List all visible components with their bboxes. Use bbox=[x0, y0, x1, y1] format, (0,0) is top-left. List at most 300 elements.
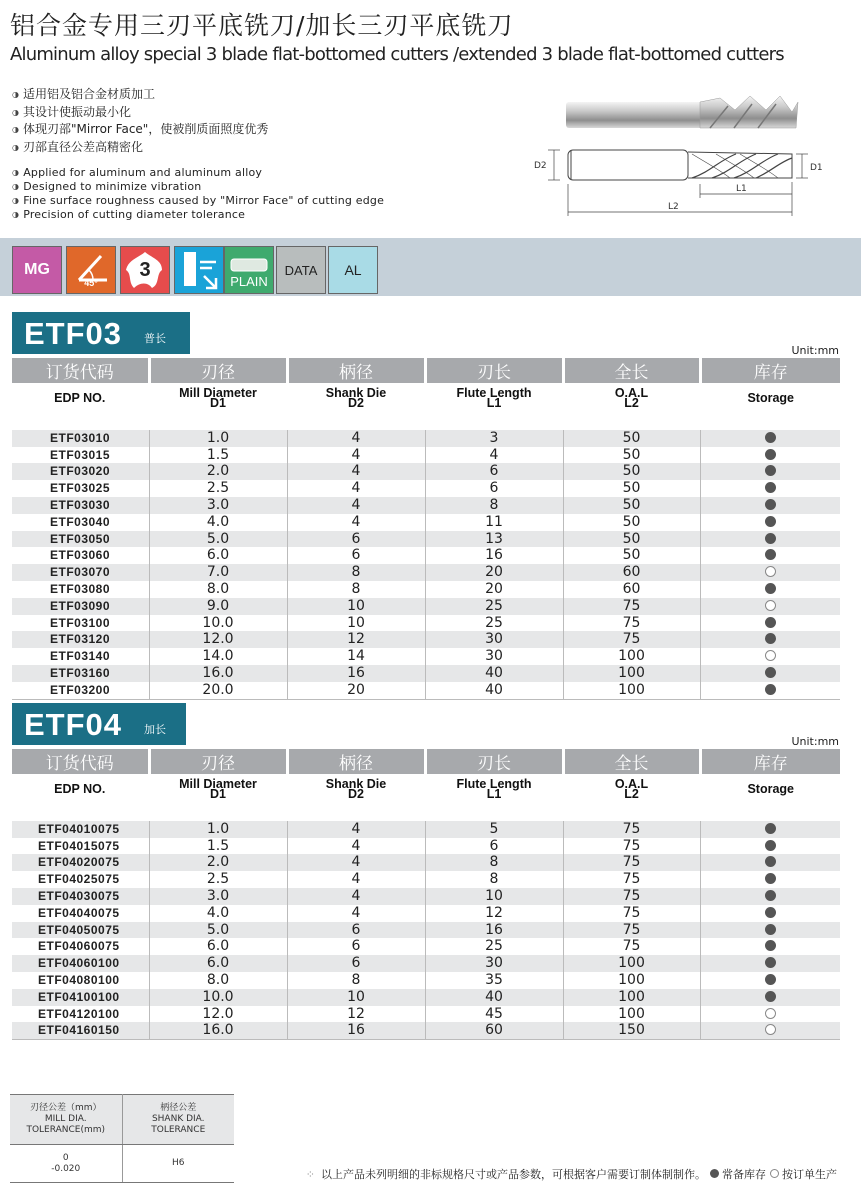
edp-cell: ETF03060 bbox=[12, 547, 149, 564]
feature-en-item: ◑ Precision of cutting diameter tolerance bbox=[12, 208, 384, 222]
edp-cell: ETF04050075 bbox=[12, 922, 149, 939]
in-stock-dot-icon bbox=[765, 516, 776, 527]
table-row bbox=[12, 564, 840, 581]
col-header: 全长 bbox=[563, 749, 700, 774]
in-stock-dot-icon bbox=[765, 482, 776, 493]
feature-cn-item: ◑ 刃部直径公差高精密化 bbox=[12, 139, 268, 157]
col-header-en bbox=[563, 383, 700, 413]
flute-length-cell: 25 bbox=[425, 938, 563, 955]
helix-45-icon bbox=[66, 246, 116, 294]
flute-length-cell: 40 bbox=[425, 989, 563, 1006]
flute-length-cell: 40 bbox=[425, 665, 563, 682]
overall-length-cell: 50 bbox=[563, 531, 700, 548]
overall-length-cell: 100 bbox=[563, 989, 700, 1006]
overall-length-cell: 50 bbox=[563, 480, 700, 497]
col-header-en-name: Storage bbox=[747, 782, 795, 796]
flute-length-cell: 20 bbox=[425, 581, 563, 598]
in-stock-dot-icon bbox=[765, 940, 776, 951]
col-header-en-symbol: L1 bbox=[486, 396, 502, 410]
mill-diameter-cell: 16.0 bbox=[149, 665, 287, 682]
mill-diameter-cell: 5.0 bbox=[149, 531, 287, 548]
shank-diameter-cell: 14 bbox=[287, 648, 425, 665]
in-stock-dot-icon bbox=[765, 873, 776, 884]
in-stock-dot-icon bbox=[765, 583, 776, 594]
edp-cell: ETF04120100 bbox=[12, 1006, 149, 1023]
tolerance-upper: 0 bbox=[62, 1152, 69, 1163]
table-row bbox=[12, 682, 840, 699]
table-row bbox=[12, 854, 840, 871]
table-row bbox=[12, 648, 840, 665]
icon-label: PLAIN bbox=[230, 274, 268, 289]
header-row-en bbox=[12, 383, 840, 413]
in-stock-dot-icon bbox=[765, 890, 776, 901]
series-subtitle: 普长 bbox=[144, 332, 167, 345]
in-stock-dot-icon bbox=[765, 924, 776, 935]
table-row bbox=[12, 430, 840, 447]
overall-length-cell: 50 bbox=[563, 497, 700, 514]
shank-diameter-cell: 16 bbox=[287, 665, 425, 682]
flute-length-cell: 12 bbox=[425, 905, 563, 922]
legend-in-stock: 常备库存 bbox=[722, 1168, 766, 1181]
edp-cell: ETF03200 bbox=[12, 682, 149, 699]
mill-diameter-cell: 6.0 bbox=[149, 547, 287, 564]
shank-diameter-cell: 8 bbox=[287, 972, 425, 989]
table-row bbox=[12, 514, 840, 531]
aluminum-material-icon bbox=[328, 246, 378, 294]
overall-length-cell: 75 bbox=[563, 938, 700, 955]
icon-label: 45° bbox=[84, 278, 98, 288]
flute-length-cell: 8 bbox=[425, 854, 563, 871]
col-header-en bbox=[563, 774, 700, 804]
storage-cell bbox=[700, 871, 840, 888]
flute-length-cell: 25 bbox=[425, 615, 563, 632]
flute-length-cell: 20 bbox=[425, 564, 563, 581]
storage-cell bbox=[700, 989, 840, 1006]
shank-diameter-cell: 4 bbox=[287, 480, 425, 497]
shank-diameter-cell: 8 bbox=[287, 581, 425, 598]
flute-length-cell: 5 bbox=[425, 821, 563, 838]
edp-cell: ETF03040 bbox=[12, 514, 149, 531]
flute-length-cell: 60 bbox=[425, 1022, 563, 1039]
mill-diameter-cell: 4.0 bbox=[149, 514, 287, 531]
col-header-en bbox=[149, 774, 287, 804]
mill-diameter-cell: 9.0 bbox=[149, 598, 287, 615]
storage-cell bbox=[700, 938, 840, 955]
storage-cell bbox=[700, 581, 840, 598]
col-header-en bbox=[287, 774, 425, 804]
col-header-en-name: EDP NO. bbox=[54, 391, 106, 405]
overall-length-cell: 75 bbox=[563, 871, 700, 888]
col-header-en-name: Flute Length bbox=[456, 777, 532, 791]
made-to-order-dot-icon bbox=[770, 1169, 779, 1178]
mill-diameter-cell: 16.0 bbox=[149, 1022, 287, 1039]
unit-label: Unit:mm bbox=[791, 735, 839, 748]
feature-icon-bar bbox=[0, 238, 861, 296]
storage-cell bbox=[700, 838, 840, 855]
overall-length-cell: 75 bbox=[563, 838, 700, 855]
edp-cell: ETF03030 bbox=[12, 497, 149, 514]
cutting-glyph bbox=[176, 248, 222, 292]
overall-length-cell: 100 bbox=[563, 648, 700, 665]
edp-cell: ETF03015 bbox=[12, 447, 149, 464]
storage-cell bbox=[700, 665, 840, 682]
mill-diameter-cell: 2.5 bbox=[149, 480, 287, 497]
shank-diameter-cell: 20 bbox=[287, 682, 425, 699]
in-stock-dot-icon bbox=[765, 432, 776, 443]
table-row bbox=[12, 598, 840, 615]
series-code: ETF03 bbox=[24, 316, 123, 351]
mill-diameter-cell: 12.0 bbox=[149, 1006, 287, 1023]
table-row bbox=[12, 480, 840, 497]
series-tab-etf03 bbox=[12, 312, 190, 354]
storage-cell bbox=[700, 497, 840, 514]
col-header: 订货代码 bbox=[12, 358, 149, 383]
table-row bbox=[12, 631, 840, 648]
legend-made-to-order: 按订单生产 bbox=[782, 1168, 837, 1181]
tolerance-lower: -0.020 bbox=[51, 1163, 81, 1174]
edp-cell: ETF03160 bbox=[12, 665, 149, 682]
shank-diameter-cell: 6 bbox=[287, 547, 425, 564]
plain-shank-icon bbox=[224, 246, 274, 294]
in-stock-dot-icon bbox=[765, 533, 776, 544]
edp-cell: ETF03020 bbox=[12, 463, 149, 480]
in-stock-dot-icon bbox=[765, 667, 776, 678]
label-d1: D1 bbox=[810, 163, 823, 173]
feature-cn-item: ◑ 适用铝及铝合金材质加工 bbox=[12, 86, 268, 104]
shank-diameter-cell: 4 bbox=[287, 871, 425, 888]
made-to-order-dot-icon bbox=[765, 566, 776, 577]
storage-cell bbox=[700, 447, 840, 464]
flute-length-cell: 30 bbox=[425, 648, 563, 665]
features-cn bbox=[12, 86, 268, 156]
mill-diameter-cell: 7.0 bbox=[149, 564, 287, 581]
col-header: 柄径 bbox=[287, 749, 425, 774]
flute-length-cell: 30 bbox=[425, 955, 563, 972]
icon-label: AL bbox=[344, 262, 362, 278]
mill-diameter-cell: 2.0 bbox=[149, 463, 287, 480]
flute-length-cell: 6 bbox=[425, 463, 563, 480]
table-row bbox=[12, 838, 840, 855]
flute-length-cell: 8 bbox=[425, 871, 563, 888]
edp-cell: ETF03010 bbox=[12, 430, 149, 447]
overall-length-cell: 100 bbox=[563, 665, 700, 682]
overall-length-cell: 60 bbox=[563, 564, 700, 581]
mill-diameter-cell: 3.0 bbox=[149, 888, 287, 905]
mill-diameter-cell: 4.0 bbox=[149, 905, 287, 922]
table-row bbox=[12, 922, 840, 939]
storage-cell bbox=[700, 922, 840, 939]
center-cutting-icon bbox=[174, 246, 224, 294]
in-stock-dot-icon bbox=[765, 684, 776, 695]
overall-length-cell: 75 bbox=[563, 905, 700, 922]
col-header-en bbox=[12, 383, 149, 413]
table-row bbox=[12, 821, 840, 838]
table-row bbox=[12, 665, 840, 682]
table-row bbox=[12, 531, 840, 548]
col-header: 库存 bbox=[700, 749, 840, 774]
tolerance-header-mill bbox=[10, 1095, 122, 1145]
mill-diameter-cell: 6.0 bbox=[149, 938, 287, 955]
header-row-cn bbox=[12, 749, 840, 774]
col-header-en-symbol: L2 bbox=[624, 787, 639, 801]
header-en: TOLERANCE bbox=[151, 1125, 206, 1135]
overall-length-cell: 100 bbox=[563, 972, 700, 989]
made-to-order-dot-icon bbox=[765, 1024, 776, 1035]
flute-length-cell: 6 bbox=[425, 838, 563, 855]
tolerance-table bbox=[10, 1094, 234, 1183]
tolerance-mill-value bbox=[10, 1145, 122, 1183]
shank-diameter-cell: 6 bbox=[287, 922, 425, 939]
shank-diameter-cell: 4 bbox=[287, 514, 425, 531]
mill-diameter-cell: 8.0 bbox=[149, 972, 287, 989]
unit-label: Unit:mm bbox=[791, 344, 839, 357]
edp-cell: ETF03080 bbox=[12, 581, 149, 598]
icon-label: 3 bbox=[139, 258, 151, 281]
storage-cell bbox=[700, 905, 840, 922]
storage-cell bbox=[700, 463, 840, 480]
storage-cell bbox=[700, 631, 840, 648]
storage-cell bbox=[700, 648, 840, 665]
feature-en-item: ◑ Fine surface roughness caused by "Mirror Face" of cutting edge bbox=[12, 194, 384, 208]
edp-cell: ETF04040075 bbox=[12, 905, 149, 922]
mill-diameter-cell: 2.5 bbox=[149, 871, 287, 888]
storage-cell bbox=[700, 1022, 840, 1039]
overall-length-cell: 75 bbox=[563, 631, 700, 648]
edp-cell: ETF03070 bbox=[12, 564, 149, 581]
mill-diameter-cell: 8.0 bbox=[149, 581, 287, 598]
storage-cell bbox=[700, 682, 840, 699]
col-header-en-name: Flute Length bbox=[456, 386, 532, 400]
in-stock-dot-icon bbox=[765, 957, 776, 968]
storage-cell bbox=[700, 430, 840, 447]
storage-cell bbox=[700, 598, 840, 615]
col-header-en bbox=[700, 774, 840, 804]
in-stock-dot-icon bbox=[765, 449, 776, 460]
overall-length-cell: 100 bbox=[563, 682, 700, 699]
mg-material-icon bbox=[12, 246, 62, 294]
in-stock-dot-icon bbox=[765, 617, 776, 628]
spec-table-etf03 bbox=[12, 358, 840, 700]
col-header-en bbox=[700, 383, 840, 413]
flute-length-cell: 16 bbox=[425, 547, 563, 564]
col-header: 刃径 bbox=[149, 749, 287, 774]
col-header-en bbox=[149, 383, 287, 413]
storage-cell bbox=[700, 514, 840, 531]
three-flute-icon bbox=[120, 246, 170, 294]
edp-cell: ETF04080100 bbox=[12, 972, 149, 989]
shank-diameter-cell: 10 bbox=[287, 615, 425, 632]
table-row bbox=[12, 615, 840, 632]
header-cn: 刃径公差（mm） bbox=[29, 1103, 102, 1113]
footnote-text: 以上产品未列明细的非标规格尺寸或产品参数，可根据客户需要订制体制制作。 bbox=[321, 1168, 706, 1181]
footnote bbox=[306, 1166, 837, 1182]
in-stock-dot-icon bbox=[765, 907, 776, 918]
made-to-order-dot-icon bbox=[765, 1008, 776, 1019]
label-l2: L2 bbox=[668, 202, 679, 212]
col-header-en-symbol: D1 bbox=[210, 787, 226, 801]
tolerance-shank-value: H6 bbox=[122, 1145, 234, 1183]
mill-diameter-cell: 6.0 bbox=[149, 955, 287, 972]
in-stock-dot-icon bbox=[765, 633, 776, 644]
edp-cell: ETF03120 bbox=[12, 631, 149, 648]
shank-diameter-cell: 4 bbox=[287, 905, 425, 922]
header-en: TOLERANCE(mm) bbox=[26, 1125, 106, 1135]
overall-length-cell: 50 bbox=[563, 463, 700, 480]
features-en bbox=[12, 166, 384, 222]
mill-diameter-cell: 10.0 bbox=[149, 989, 287, 1006]
mill-diameter-cell: 10.0 bbox=[149, 615, 287, 632]
storage-cell bbox=[700, 888, 840, 905]
flute-length-cell: 13 bbox=[425, 531, 563, 548]
table-row bbox=[12, 497, 840, 514]
in-stock-dot-icon bbox=[765, 991, 776, 1002]
shank-diameter-cell: 10 bbox=[287, 598, 425, 615]
mill-diameter-cell: 5.0 bbox=[149, 922, 287, 939]
in-stock-dot-icon bbox=[765, 840, 776, 851]
storage-cell bbox=[700, 547, 840, 564]
label-l1: L1 bbox=[736, 184, 747, 194]
col-header: 库存 bbox=[700, 358, 840, 383]
overall-length-cell: 50 bbox=[563, 514, 700, 531]
mill-diameter-cell: 1.5 bbox=[149, 447, 287, 464]
flute-length-cell: 6 bbox=[425, 480, 563, 497]
edp-cell: ETF04100100 bbox=[12, 989, 149, 1006]
in-stock-dot-icon bbox=[765, 499, 776, 510]
mill-diameter-cell: 12.0 bbox=[149, 631, 287, 648]
mill-diameter-cell: 14.0 bbox=[149, 648, 287, 665]
mill-diameter-cell: 3.0 bbox=[149, 497, 287, 514]
col-header-en-symbol: D1 bbox=[210, 396, 226, 410]
edp-cell: ETF04025075 bbox=[12, 871, 149, 888]
storage-cell bbox=[700, 1006, 840, 1023]
table-row bbox=[12, 888, 840, 905]
col-header: 订货代码 bbox=[12, 749, 149, 774]
shank-diameter-cell: 4 bbox=[287, 854, 425, 871]
overall-length-cell: 100 bbox=[563, 955, 700, 972]
mill-diameter-cell: 1.0 bbox=[149, 821, 287, 838]
tolerance-header-shank bbox=[122, 1095, 234, 1145]
page-title-en: Aluminum alloy special 3 blade flat-bottomed cutters /extended 3 blade flat-bottomed cutters bbox=[10, 44, 784, 65]
edp-cell: ETF04060100 bbox=[12, 955, 149, 972]
shank-diameter-cell: 4 bbox=[287, 463, 425, 480]
overall-length-cell: 100 bbox=[563, 1006, 700, 1023]
table-row bbox=[12, 989, 840, 1006]
flute-length-cell: 4 bbox=[425, 447, 563, 464]
in-stock-dot-icon bbox=[765, 974, 776, 985]
shank-diameter-cell: 4 bbox=[287, 888, 425, 905]
col-header: 刃长 bbox=[425, 749, 563, 774]
series-code: ETF04 bbox=[24, 707, 123, 742]
shank-diameter-cell: 4 bbox=[287, 430, 425, 447]
storage-cell bbox=[700, 854, 840, 871]
table-row bbox=[12, 581, 840, 598]
col-header-en-symbol: L1 bbox=[486, 787, 502, 801]
edp-cell: ETF04015075 bbox=[12, 838, 149, 855]
header-cn: 柄径公差 bbox=[160, 1103, 197, 1113]
header-en: MILL DIA. bbox=[44, 1114, 87, 1124]
shank-diameter-cell: 4 bbox=[287, 447, 425, 464]
overall-length-cell: 75 bbox=[563, 598, 700, 615]
label-d2: D2 bbox=[534, 161, 547, 171]
edp-cell: ETF03050 bbox=[12, 531, 149, 548]
feature-cn-item: ◑ 其设计使振动最小化 bbox=[12, 104, 268, 122]
shank-diameter-cell: 12 bbox=[287, 631, 425, 648]
overall-length-cell: 75 bbox=[563, 922, 700, 939]
table-row bbox=[12, 447, 840, 464]
overall-length-cell: 75 bbox=[563, 821, 700, 838]
shank-diameter-cell: 16 bbox=[287, 1022, 425, 1039]
flute-length-cell: 8 bbox=[425, 497, 563, 514]
overall-length-cell: 50 bbox=[563, 430, 700, 447]
table-body bbox=[12, 430, 840, 699]
feature-en-item: ◑ Designed to minimize vibration bbox=[12, 180, 384, 194]
shank-diameter-cell: 6 bbox=[287, 955, 425, 972]
series-tab-etf04 bbox=[12, 703, 186, 745]
pattern-icon: ⁘ bbox=[305, 1168, 315, 1181]
shank-diameter-cell: 10 bbox=[287, 989, 425, 1006]
col-header: 刃长 bbox=[425, 358, 563, 383]
overall-length-cell: 75 bbox=[563, 854, 700, 871]
flute-length-cell: 25 bbox=[425, 598, 563, 615]
mill-diameter-cell: 1.0 bbox=[149, 430, 287, 447]
col-header: 全长 bbox=[563, 358, 700, 383]
header-row-cn bbox=[12, 358, 840, 383]
end-mill-diagram bbox=[530, 92, 830, 218]
flute-length-cell: 30 bbox=[425, 631, 563, 648]
storage-cell bbox=[700, 480, 840, 497]
edp-cell: ETF04060075 bbox=[12, 938, 149, 955]
mill-diameter-cell: 1.5 bbox=[149, 838, 287, 855]
col-header-en-symbol: D2 bbox=[348, 396, 364, 410]
storage-cell bbox=[700, 564, 840, 581]
spec-table-etf04 bbox=[12, 749, 840, 1040]
flute-length-cell: 35 bbox=[425, 972, 563, 989]
col-header-en-name: O.A.L bbox=[614, 386, 649, 400]
storage-cell bbox=[700, 615, 840, 632]
in-stock-dot-icon bbox=[710, 1169, 719, 1178]
table-row bbox=[12, 955, 840, 972]
overall-length-cell: 150 bbox=[563, 1022, 700, 1039]
shank-diameter-cell: 4 bbox=[287, 497, 425, 514]
feature-cn-item: ◑ 体现刃部"Mirror Face"，使被削质面照度优秀 bbox=[12, 121, 268, 139]
col-header-en bbox=[287, 383, 425, 413]
storage-cell bbox=[700, 531, 840, 548]
series-subtitle: 加长 bbox=[144, 723, 167, 736]
in-stock-dot-icon bbox=[765, 549, 776, 560]
flute-length-cell: 16 bbox=[425, 922, 563, 939]
col-header: 柄径 bbox=[287, 358, 425, 383]
overall-length-cell: 75 bbox=[563, 615, 700, 632]
cutting-data-icon bbox=[276, 246, 326, 294]
overall-length-cell: 50 bbox=[563, 547, 700, 564]
in-stock-dot-icon bbox=[765, 465, 776, 476]
header-row-en bbox=[12, 774, 840, 804]
mill-diameter-cell: 2.0 bbox=[149, 854, 287, 871]
table-row bbox=[12, 871, 840, 888]
col-header-en-symbol: L2 bbox=[624, 396, 639, 410]
storage-cell bbox=[700, 972, 840, 989]
edp-cell: ETF03025 bbox=[12, 480, 149, 497]
overall-length-cell: 50 bbox=[563, 447, 700, 464]
edp-cell: ETF04010075 bbox=[12, 821, 149, 838]
col-header-en-name: Storage bbox=[747, 391, 795, 405]
col-header: 刃径 bbox=[149, 358, 287, 383]
flute-length-cell: 10 bbox=[425, 888, 563, 905]
table-row bbox=[12, 1006, 840, 1023]
col-header-en-name: Shank Die bbox=[325, 777, 387, 791]
header-en: SHANK DIA. bbox=[151, 1114, 205, 1124]
flute-length-cell: 40 bbox=[425, 682, 563, 699]
